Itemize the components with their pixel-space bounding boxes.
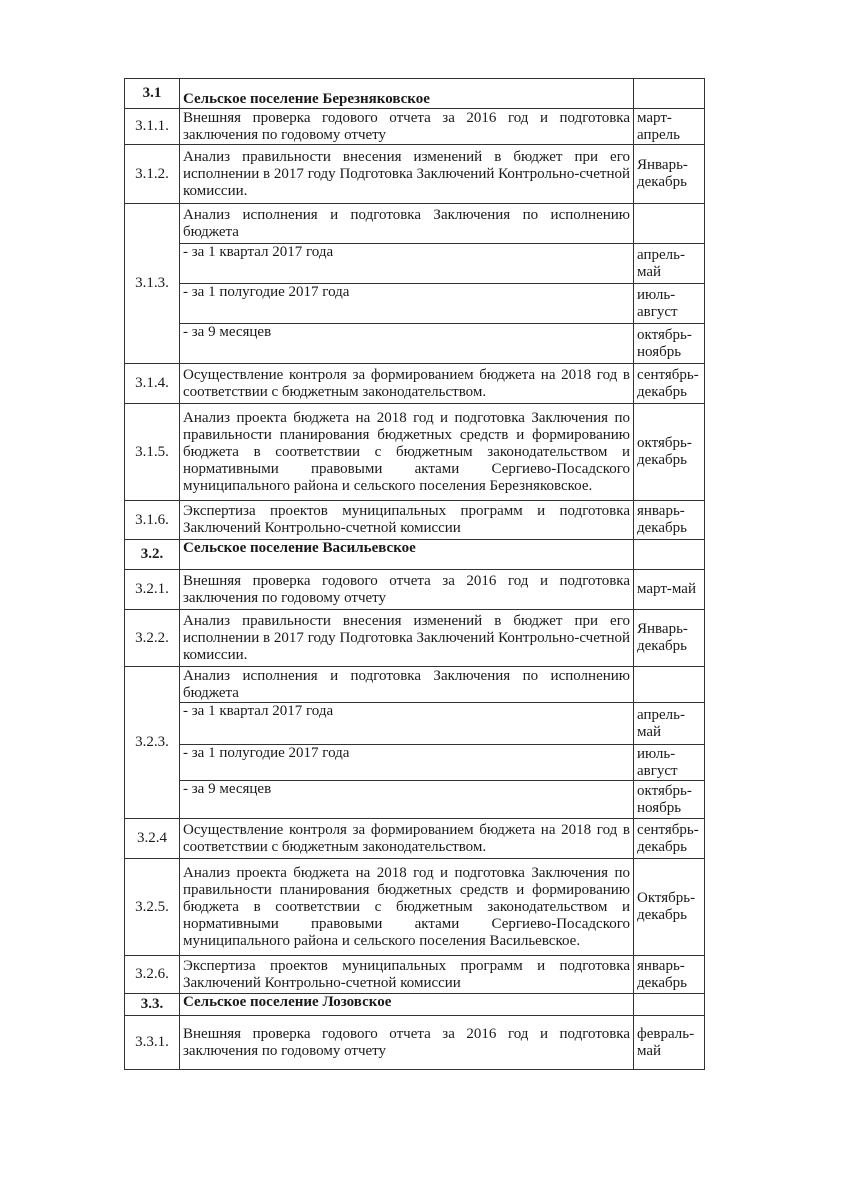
item-number: 3.1.2. <box>125 145 180 204</box>
section-row <box>125 540 705 570</box>
item-text: Анализ исполнения и подготовка Заключения по исполнению бюджета <box>180 667 634 703</box>
item-term: март-апрель <box>634 109 705 145</box>
subitem-term: октябрь-ноябрь <box>634 324 705 364</box>
subitem-text: - за 1 полугодие 2017 года <box>180 745 634 781</box>
item-term: январь-декабрь <box>634 956 705 994</box>
table-row <box>125 501 705 540</box>
table-subrow <box>125 781 705 819</box>
section-number: 3.3. <box>125 994 180 1016</box>
table-row <box>125 956 705 994</box>
subitem-text: - за 1 квартал 2017 года <box>180 703 634 745</box>
subitem-term: июль-август <box>634 284 705 324</box>
item-text: Анализ исполнения и подготовка Заключения по исполнению бюджета <box>180 204 634 244</box>
item-term: январь-декабрь <box>634 501 705 540</box>
item-number: 3.2.3. <box>125 667 180 819</box>
table-subrow <box>125 284 705 324</box>
item-term: февраль-май <box>634 1016 705 1070</box>
item-term: октябрь-декабрь <box>634 404 705 501</box>
subitem-text: - за 9 месяцев <box>180 324 634 364</box>
item-text: Экспертиза проектов муниципальных программ и подготовка Заключений Контрольно-счетной комиссии <box>180 956 634 994</box>
item-number: 3.1.6. <box>125 501 180 540</box>
item-term <box>634 667 705 703</box>
work-plan-table <box>124 78 705 1070</box>
item-text: Осуществление контроля за формированием бюджета на 2018 год в соответствии с бюджетным законодательством. <box>180 364 634 404</box>
section-row <box>125 994 705 1016</box>
table-row <box>125 204 705 244</box>
item-number: 3.2.5. <box>125 859 180 956</box>
item-text: Анализ правильности внесения изменений в бюджет при его исполнении в 2017 году Подготовка Заключений Контрольно-счетной комиссии. <box>180 610 634 667</box>
section-row <box>125 79 705 109</box>
item-text: Анализ проекта бюджета на 2018 год и подготовка Заключения по правильности планирования бюджетных средств и формированию бюджета в соответствии с бюджетным законодательством и нормативными правовыми актами Сергиево-Посадского муниципального района и сельского поселения Березняковское. <box>180 404 634 501</box>
item-number: 3.2.1. <box>125 570 180 610</box>
item-number: 3.2.4 <box>125 819 180 859</box>
item-number: 3.2.6. <box>125 956 180 994</box>
table-row <box>125 364 705 404</box>
table-row <box>125 1016 705 1070</box>
item-term: сентябрь-декабрь <box>634 364 705 404</box>
item-number: 3.2.2. <box>125 610 180 667</box>
item-term: март-май <box>634 570 705 610</box>
table-row <box>125 610 705 667</box>
item-term <box>634 204 705 244</box>
table-subrow <box>125 745 705 781</box>
table-row <box>125 404 705 501</box>
subitem-term: апрель-май <box>634 703 705 745</box>
section-term <box>634 540 705 570</box>
item-term: Январь-декабрь <box>634 610 705 667</box>
table-row <box>125 145 705 204</box>
item-term: сентябрь-декабрь <box>634 819 705 859</box>
subitem-text: - за 9 месяцев <box>180 781 634 819</box>
subitem-term: апрель-май <box>634 244 705 284</box>
item-number: 3.3.1. <box>125 1016 180 1070</box>
table-subrow <box>125 244 705 284</box>
item-number: 3.1.5. <box>125 404 180 501</box>
item-text: Экспертиза проектов муниципальных программ и подготовка Заключений Контрольно-счетной комиссии <box>180 501 634 540</box>
table-row <box>125 667 705 703</box>
item-text: Внешняя проверка годового отчета за 2016 год и подготовка заключения по годовому отчету <box>180 109 634 145</box>
table-subrow <box>125 703 705 745</box>
item-text: Осуществление контроля за формированием бюджета на 2018 год в соответствии с бюджетным законодательством. <box>180 819 634 859</box>
item-number: 3.1.1. <box>125 109 180 145</box>
table-row <box>125 570 705 610</box>
subitem-text: - за 1 квартал 2017 года <box>180 244 634 284</box>
section-title: Сельское поселение Васильевское <box>180 540 634 570</box>
subitem-term: июль-август <box>634 745 705 781</box>
section-term <box>634 994 705 1016</box>
item-term: Октябрь-декабрь <box>634 859 705 956</box>
subitem-term: октябрь-ноябрь <box>634 781 705 819</box>
item-text: Внешняя проверка годового отчета за 2016 год и подготовка заключения по годовому отчету <box>180 570 634 610</box>
item-text: Анализ проекта бюджета на 2018 год и подготовка Заключения по правильности планирования бюджетных средств и формированию бюджета в соответствии с бюджетным законодательством и нормативными правовыми актами Сергиево-Посадского муниципального района и сельского поселения Васильевское. <box>180 859 634 956</box>
table-row <box>125 109 705 145</box>
section-number: 3.1 <box>125 79 180 109</box>
item-term: Январь-декабрь <box>634 145 705 204</box>
item-number: 3.1.3. <box>125 204 180 364</box>
table-row <box>125 819 705 859</box>
item-text: Внешняя проверка годового отчета за 2016 год и подготовка заключения по годовому отчету <box>180 1016 634 1070</box>
section-term <box>634 79 705 109</box>
section-number: 3.2. <box>125 540 180 570</box>
section-title: Сельское поселение Лозовское <box>180 994 634 1016</box>
table-row <box>125 859 705 956</box>
item-number: 3.1.4. <box>125 364 180 404</box>
section-title: Сельское поселение Березняковское <box>180 79 634 109</box>
item-text: Анализ правильности внесения изменений в бюджет при его исполнении в 2017 году Подготовка Заключений Контрольно-счетной комиссии. <box>180 145 634 204</box>
table-subrow <box>125 324 705 364</box>
subitem-text: - за 1 полугодие 2017 года <box>180 284 634 324</box>
